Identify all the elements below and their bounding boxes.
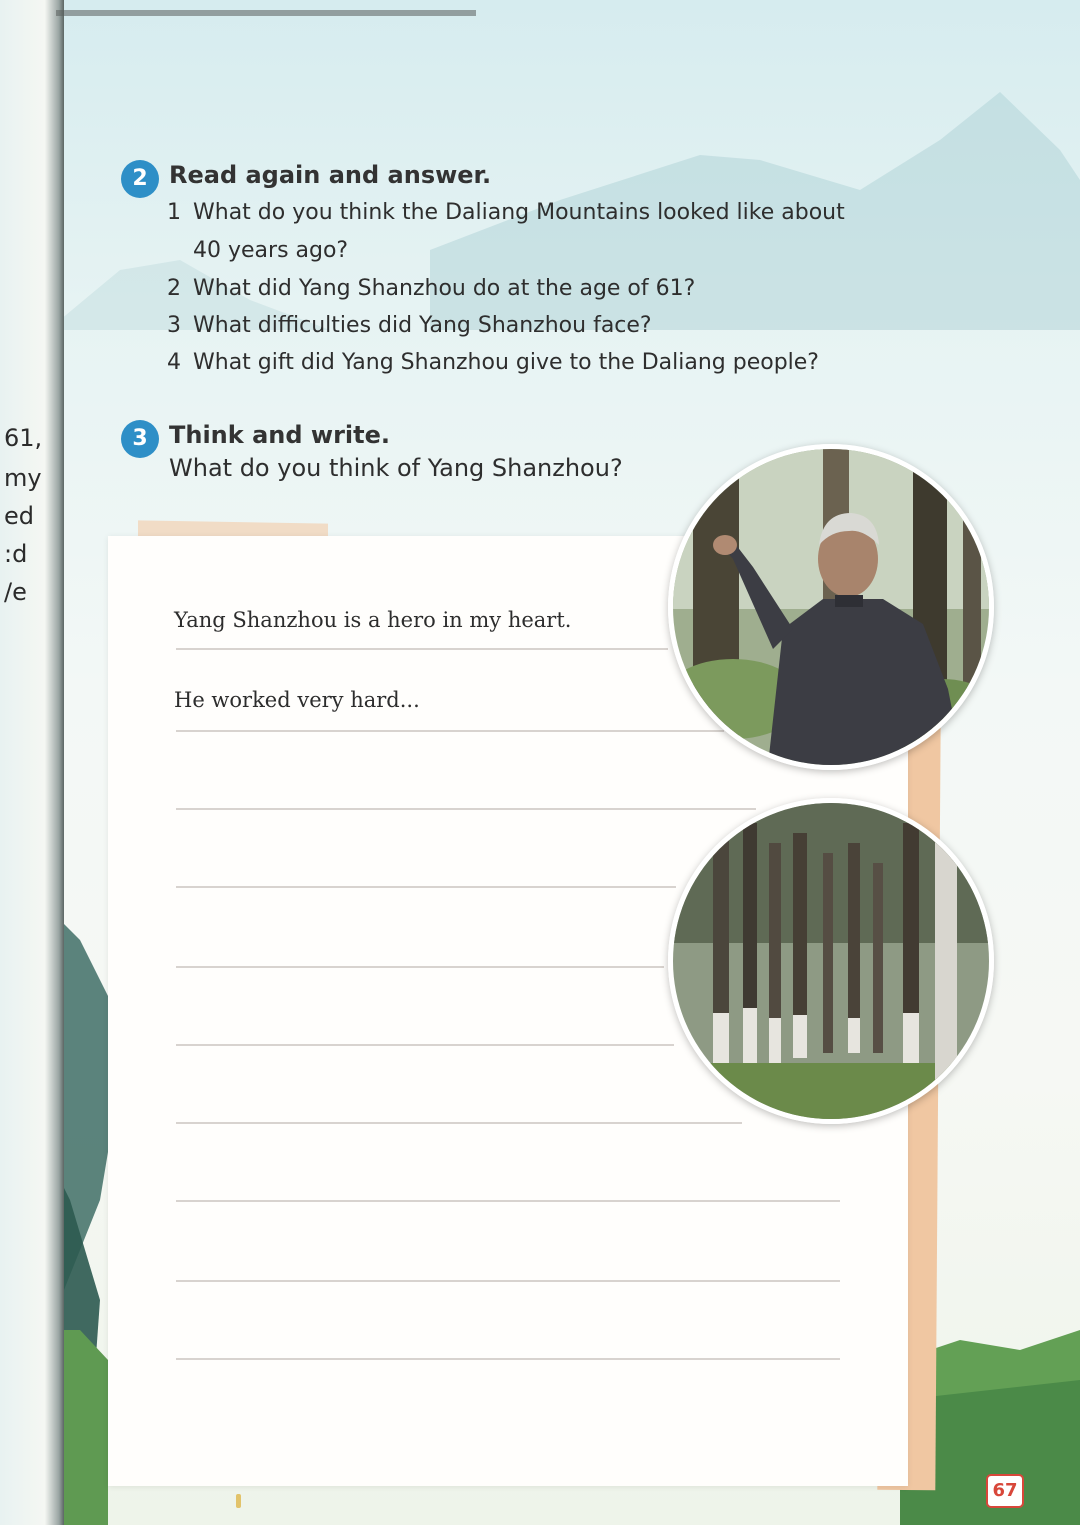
question-text: What do you think the Daliang Mountains looked like about bbox=[193, 200, 845, 225]
writing-line-1-text: Yang Shanzhou is a hero in my heart. bbox=[174, 608, 572, 632]
writing-line[interactable] bbox=[176, 1200, 840, 1202]
writing-line[interactable] bbox=[176, 730, 724, 732]
question-2 bbox=[167, 276, 695, 301]
forest-image bbox=[673, 803, 989, 1119]
writing-line[interactable] bbox=[176, 886, 676, 888]
old-man-image bbox=[673, 449, 989, 765]
question-text: What difficulties did Yang Shanzhou face? bbox=[193, 313, 652, 338]
question-number: 3 bbox=[167, 313, 181, 338]
writing-line[interactable] bbox=[176, 1280, 840, 1282]
page-edge-shadow bbox=[56, 10, 476, 16]
page-mark bbox=[236, 1494, 241, 1508]
question-number: 1 bbox=[167, 200, 181, 225]
fragment-word: 61, bbox=[4, 424, 43, 452]
section-3-prompt: What do you think of Yang Shanzhou? bbox=[169, 454, 623, 482]
book-gutter bbox=[0, 0, 64, 1525]
section-3-title: Think and write. bbox=[169, 421, 391, 449]
question-4 bbox=[167, 350, 819, 375]
question-1 bbox=[167, 200, 845, 225]
fragment-word: /e bbox=[4, 578, 27, 606]
question-number: 2 bbox=[167, 276, 181, 301]
question-3 bbox=[167, 313, 652, 338]
writing-line[interactable] bbox=[176, 966, 664, 968]
page-number: 67 bbox=[986, 1474, 1024, 1508]
writing-line[interactable] bbox=[176, 808, 756, 810]
fragment-word: :d bbox=[4, 540, 28, 568]
old-man-photo bbox=[668, 444, 994, 770]
question-1-continued: 40 years ago? bbox=[193, 238, 349, 263]
question-text: What gift did Yang Shanzhou give to the Daliang people? bbox=[193, 350, 819, 375]
section-2-badge: 2 bbox=[121, 160, 159, 198]
writing-line[interactable] bbox=[176, 648, 668, 650]
fragment-word: my bbox=[4, 464, 42, 492]
section-2-title: Read again and answer. bbox=[169, 161, 492, 189]
fragment-word: ed bbox=[4, 502, 34, 530]
section-3-badge: 3 bbox=[121, 420, 159, 458]
question-text: What did Yang Shanzhou do at the age of 61? bbox=[193, 276, 696, 301]
writing-line[interactable] bbox=[176, 1122, 742, 1124]
writing-line[interactable] bbox=[176, 1044, 674, 1046]
question-number: 4 bbox=[167, 350, 181, 375]
forest-photo bbox=[668, 798, 994, 1124]
writing-line[interactable] bbox=[176, 1358, 840, 1360]
writing-line-2-text: He worked very hard... bbox=[174, 688, 420, 712]
